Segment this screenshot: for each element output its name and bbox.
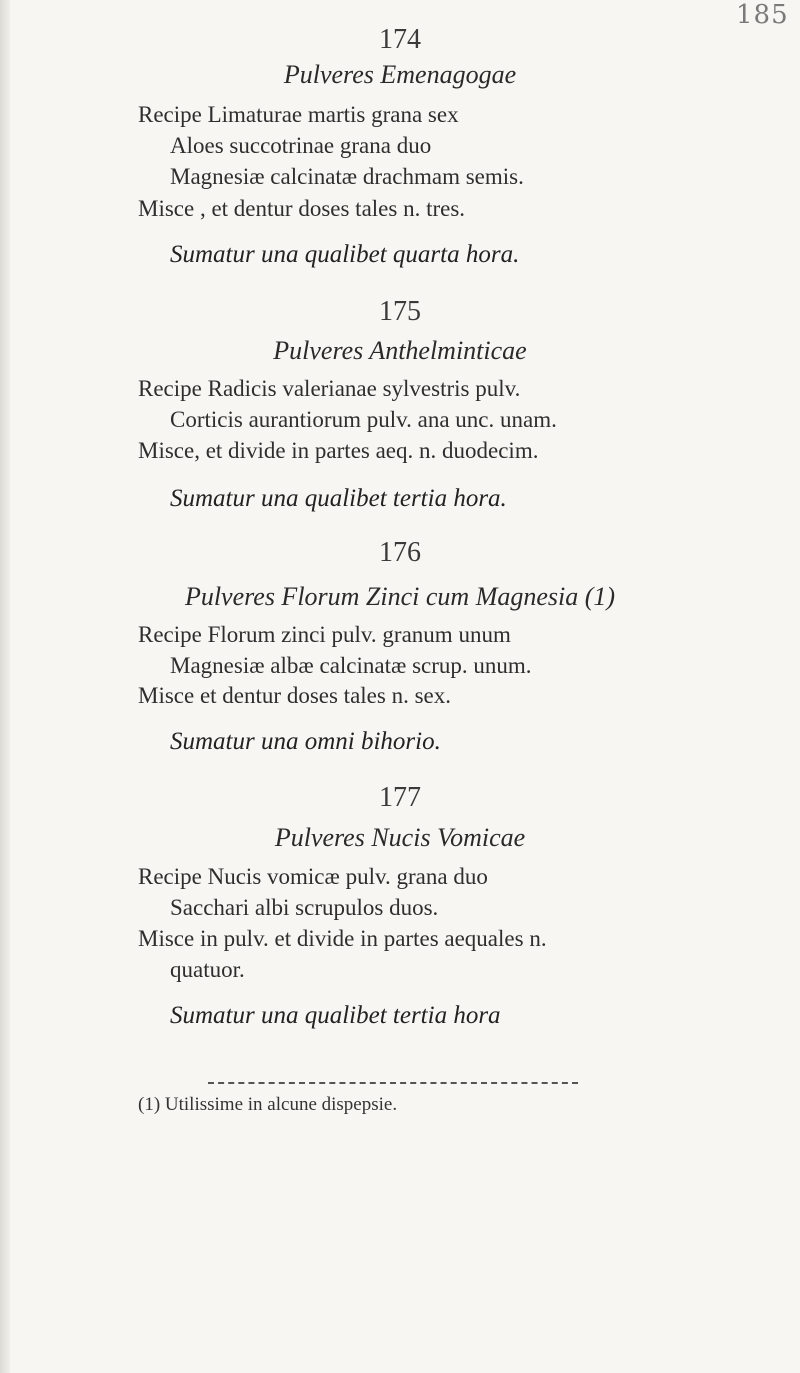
recipe-line: Corticis aurantiorum pulv. ana unc. unam.	[170, 407, 557, 432]
recipe-line: Aloes succotrinae grana duo	[170, 133, 432, 158]
footnote-divider	[208, 1082, 578, 1086]
recipe-title: Pulveres Emenagogae	[283, 60, 517, 89]
footnote: (1) Utilissime in alcune dispepsie.	[138, 1094, 398, 1115]
recipe-title: Pulveres Nucis Vomicae	[274, 823, 526, 852]
recipe-instruction: Sumatur una qualibet quarta hora.	[170, 241, 520, 268]
recipe-number: 176	[379, 537, 421, 568]
recipe-instruction: Sumatur una qualibet tertia hora.	[170, 485, 507, 512]
recipe-instruction: Sumatur una omni bihorio.	[170, 728, 441, 755]
recipe-number: 177	[379, 782, 421, 813]
recipe-line: Sacchari albi scrupulos duos.	[170, 895, 439, 920]
recipe-instruction: Sumatur una qualibet tertia hora	[170, 1002, 501, 1029]
recipe-line: Misce, et divide in partes aeq. n. duodecim.	[138, 438, 539, 463]
recipe-line: Misce , et dentur doses tales n. tres.	[138, 196, 466, 221]
recipe-number: 175	[379, 296, 421, 327]
corner-page-number: 185	[736, 0, 789, 30]
recipe-line: quatuor.	[170, 957, 245, 982]
recipe-line: Recipe Radicis valerianae sylvestris pulv.	[138, 376, 521, 401]
recipe-line: Recipe Florum zinci pulv. granum unum	[138, 622, 511, 647]
recipe-title: Pulveres Florum Zinci cum Magnesia (1)	[184, 582, 616, 611]
recipe-line: Recipe Nucis vomicæ pulv. grana duo	[138, 864, 488, 889]
recipe-number: 174	[379, 24, 421, 55]
recipe-line: Misce et dentur doses tales n. sex.	[138, 683, 451, 708]
recipe-line: Recipe Limaturae martis grana sex	[138, 102, 459, 127]
recipe-title: Pulveres Anthelminticae	[273, 336, 527, 365]
recipe-line: Magnesiæ calcinatæ drachmam semis.	[170, 164, 524, 189]
recipe-line: Magnesiæ albæ calcinatæ scrup. unum.	[170, 653, 532, 678]
recipe-line: Misce in pulv. et divide in partes aequales n.	[138, 926, 547, 951]
